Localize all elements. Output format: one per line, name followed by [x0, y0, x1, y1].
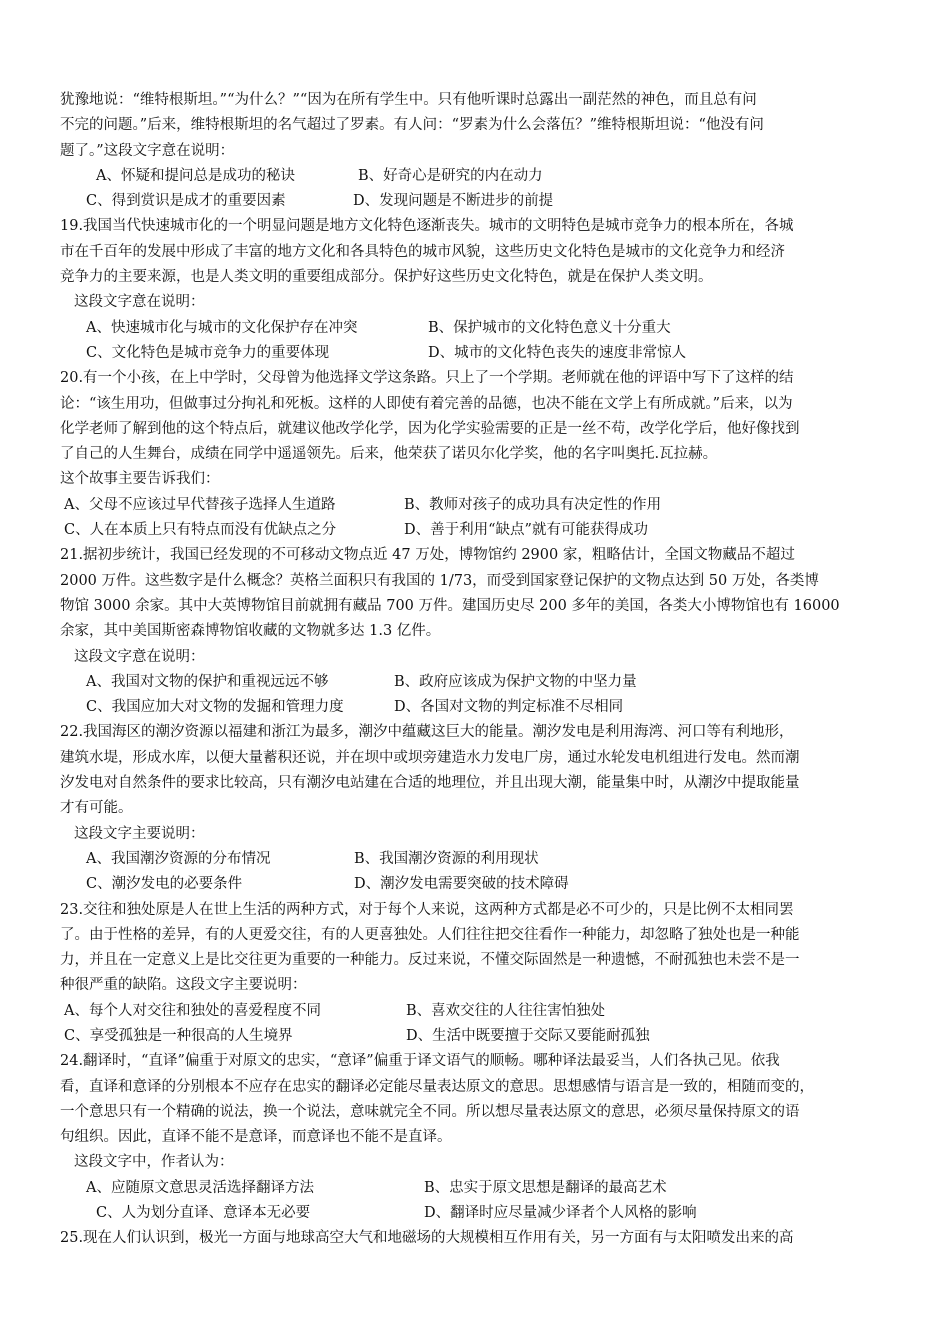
option-d: D、各国对文物的判定标准不尽相同 [394, 699, 624, 716]
paragraph-line: 句组织。因此，直译不能不是意译，而意译也不能不是直译。 [60, 1129, 452, 1146]
paragraph-line: 了。由于性格的差异，有的人更爱交往，有的人更喜独处。人们往往把交往看作一种能力，却忽略了独处也是一种能 [60, 926, 800, 943]
option-c: C、人为划分直译、意译本无必要 [96, 1205, 311, 1222]
paragraph-line: 看，直译和意译的分别根本不应存在忠实的翻译必定能尽量表达原文的意思。思想感情与语言是一致的，相随而变的， [60, 1078, 814, 1095]
option-d: D、潮汐发电需要突破的技术障碍 [354, 876, 569, 893]
paragraph-line: 题了。”这段文字意在说明： [60, 142, 235, 159]
options-row [60, 1176, 892, 1201]
paragraph-line: 20.有一个小孩，在上中学时，父母曾为他选择文学这条路。只上了一个学期。老师就在他的评语中写下了这样的结 [60, 370, 794, 387]
paragraph-line: 论：“该生用功，但做事过分拘礼和死板。这样的人即使有着完善的品德，也决不能在文学上有所成就。”后来，以为 [60, 395, 793, 412]
paragraph-line: 市在千百年的发展中形成了丰富的地方文化和各具特色的城市风貌，这些历史文化特色是城市的文化竞争力和经济 [60, 243, 785, 260]
paragraph-line: 物馆 3000 余家。其中大英博物馆目前就拥有藏品 700 万件。建国历史尽 200 多年的美国，各类大小博物馆也有 16000 [60, 597, 840, 614]
question-20 [60, 366, 892, 543]
options-row [60, 670, 892, 695]
paragraph-line: 一个意思只有一个精确的说法，换一个说法，意味就完全不同。所以想尽量表达原文的意思，必须尽量保持原文的语 [60, 1103, 800, 1120]
question-prompt: 这段文字中，作者认为： [74, 1154, 234, 1171]
paragraph-line: 21.据初步统计，我国已经发现的不可移动文物点近 47 万处，博物馆约 2900 家，粗略估计，全国文物藏品不超过 [60, 547, 795, 564]
option-b: B、我国潮汐资源的利用现状 [354, 850, 539, 867]
paragraph-line: 22.我国海区的潮汐资源以福建和浙江为最多，潮汐中蕴藏这巨大的能量。潮汐发电是利用海湾、河口等有利地形， [60, 724, 794, 741]
options-row [60, 999, 892, 1024]
paragraph-line: 建筑水堤，形成水库，以便大量蓄积还说，并在坝中或坝旁建造水力发电厂房，通过水轮发电机组进行发电。然而潮 [60, 749, 800, 766]
question-19 [60, 214, 892, 366]
options-row [60, 847, 892, 872]
options-row [60, 1024, 892, 1049]
paragraph-line: 化学老师了解到他的这个特点后，就建议他改学化学，因为化学实验需要的正是一丝不苟，改学化学后，他好像找到 [60, 420, 800, 437]
paragraph-line: 23.交往和独处原是人在世上生活的两种方式，对于每个人来说，这两种方式都是必不可少的，只是比例不太相同罢 [60, 901, 794, 918]
option-a: A、应随原文意思灵活选择翻译方法 [86, 1179, 314, 1196]
option-d: D、城市的文化特色丧失的速度非常惊人 [428, 344, 687, 361]
options-row [60, 164, 892, 189]
option-d: D、发现问题是不断进步的前提 [353, 193, 554, 210]
options-row [60, 695, 892, 720]
option-b: B、喜欢交往的人往往害怕独处 [406, 1002, 606, 1019]
paragraph-line: 2000 万件。这些数字是什么概念？英格兰面积只有我国的 1/73，而受到国家登记保护的文物点达到 50 万处，各类博 [60, 572, 819, 589]
options-row [60, 341, 892, 366]
question-prompt: 这段文字意在说明： [74, 648, 205, 665]
question-23 [60, 898, 892, 1050]
option-b: B、政府应该成为保护文物的中坚力量 [394, 673, 637, 690]
option-a: A、怀疑和提问总是成功的秘诀 [96, 167, 295, 184]
paragraph-line: 种很严重的缺陷。这段文字主要说明： [60, 977, 307, 994]
question-18 [60, 88, 892, 214]
options-row [60, 493, 892, 518]
question-prompt: 这个故事主要告诉我们： [60, 471, 220, 488]
paragraph-line: 24.翻译时，“直译”偏重于对原文的忠实，“意译”偏重于译文语气的顺畅。哪种译法最妥当，人们各执己见。依我 [60, 1053, 780, 1070]
options-row [60, 189, 892, 214]
question-prompt: 这段文字意在说明： [74, 294, 205, 311]
options-row [60, 316, 892, 341]
option-c: C、人在本质上只有特点而没有优缺点之分 [64, 522, 337, 539]
option-c: C、我国应加大对文物的发掘和管理力度 [86, 699, 344, 716]
option-d: D、生活中既要擅于交际又要能耐孤独 [406, 1027, 650, 1044]
paragraph-line: 了自己的人生舞台，成绩在同学中遥遥领先。后来，他荣获了诺贝尔化学奖，他的名字叫奥托.瓦拉赫。 [60, 446, 718, 463]
question-22 [60, 720, 892, 897]
option-a: A、快速城市化与城市的文化保护存在冲突 [86, 319, 358, 336]
question-prompt: 这段文字主要说明： [74, 825, 205, 842]
option-a: A、我国对文物的保护和重视远远不够 [86, 673, 329, 690]
option-d: D、翻译时应尽量减少译者个人风格的影响 [424, 1205, 697, 1222]
options-row [60, 872, 892, 897]
question-24 [60, 1049, 892, 1226]
paragraph-line: 竞争力的主要来源，也是人类文明的重要组成部分。保护好这些历史文化特色，就是在保护人类文明。 [60, 269, 713, 286]
option-b: B、好奇心是研究的内在动力 [358, 167, 543, 184]
option-b: B、保护城市的文化特色意义十分重大 [428, 319, 671, 336]
paragraph-line: 犹豫地说：“维特根斯坦。”“为什么？”“因为在所有学生中。只有他听课时总露出一副茫然的神色，而且总有问 [60, 92, 757, 108]
option-a: A、每个人对交往和独处的喜爱程度不同 [64, 1002, 321, 1019]
paragraph-line: 力，并且在一定意义上是比交往更为重要的一种能力。反过来说，不懂交际固然是一种遗憾，不耐孤独也未尝不是一 [60, 952, 800, 969]
option-a: A、父母不应该过早代替孩子选择人生道路 [64, 496, 336, 513]
options-row [60, 1201, 892, 1226]
option-c: C、得到赏识是成才的重要因素 [86, 193, 286, 210]
question-21 [60, 543, 892, 720]
paragraph-line: 汐发电对自然条件的要求比较高，只有潮汐电站建在合适的地理位，并且出现大潮，能量集中时，从潮汐中提取能量 [60, 775, 800, 792]
paragraph-line: 才有可能。 [60, 800, 133, 817]
option-c: C、潮汐发电的必要条件 [86, 876, 243, 893]
paragraph-line: 19.我国当代快速城市化的一个明显问题是地方文化特色逐渐丧失。城市的文明特色是城市竞争力的根本所在，各城 [60, 218, 794, 235]
option-d: D、善于利用“缺点”就有可能获得成功 [404, 522, 648, 539]
question-25 [60, 1226, 892, 1251]
options-row [60, 518, 892, 543]
option-c: C、享受孤独是一种很高的人生境界 [64, 1027, 293, 1044]
option-b: B、忠实于原文思想是翻译的最高艺术 [424, 1179, 667, 1196]
option-b: B、教师对孩子的成功具有决定性的作用 [404, 496, 662, 513]
option-c: C、文化特色是城市竞争力的重要体现 [86, 344, 330, 361]
paragraph-line: 余家，其中美国斯密森博物馆收藏的文物就多达 1.3 亿件。 [60, 623, 441, 640]
option-a: A、我国潮汐资源的分布情况 [86, 850, 271, 867]
paragraph-line: 25.现在人们认识到，极光一方面与地球高空大气和地磁场的大规模相互作用有关，另一方面有与太阳喷发出来的高 [60, 1230, 794, 1247]
document-page [60, 88, 892, 1252]
paragraph-line: 不完的问题。”后来，维特根斯坦的名气超过了罗素。有人问：“罗素为什么会落伍？”维特根斯坦说：“他没有问 [60, 117, 764, 134]
